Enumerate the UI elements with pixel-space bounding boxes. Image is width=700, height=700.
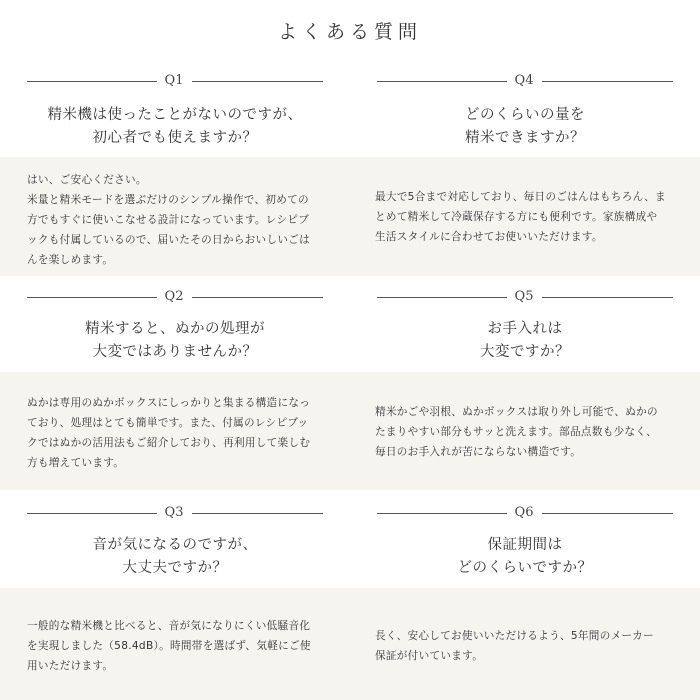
rule-right (192, 81, 323, 82)
question-line: 精米できますか？ (465, 130, 585, 146)
answer-line: 方も増えています。 (27, 457, 125, 469)
rule-right (542, 513, 673, 514)
rule-left (377, 297, 507, 298)
answer-line: はい、ご安心ください。 (27, 174, 147, 186)
question-line: 精米機は使ったことがないのですが、 (47, 107, 303, 123)
question-text (350, 534, 700, 580)
answer-text (27, 616, 347, 676)
question-text (0, 534, 350, 580)
question-line: どのくらいの量を (465, 107, 585, 123)
answer-line: 方でもすぐに使いこなせる設計になっています。レシピブ (27, 214, 310, 226)
question-line: 音が気になるのですが、 (92, 537, 258, 553)
question-line: お手入れは (487, 321, 563, 337)
question-text (0, 104, 350, 150)
question-text (350, 318, 700, 364)
rule-left (27, 81, 157, 82)
question-number: Q2 (164, 289, 184, 304)
question-text (350, 104, 700, 150)
answer-line: たまりやすい部分もサッと洗えます。部品点数も少なく、 (375, 426, 657, 438)
question-number: Q4 (514, 73, 534, 88)
question-header (0, 71, 350, 91)
rule-left (27, 513, 157, 514)
answer-line: とめて精米して冷蔵保存する方にも便利です。家族構成や (375, 211, 658, 223)
question-line: 精米すると、ぬかの処理が (85, 321, 265, 337)
answer-line: 毎日のお手入れが苦にならない構造です。 (375, 446, 582, 458)
question-number: Q1 (164, 73, 184, 88)
answer-line: 長く、安心してお使いいただけるよう、5年間のメーカー (375, 630, 654, 642)
answer-text (375, 626, 697, 666)
answer-line: 一般的な精米機と比べると、音が気になりにくい低騒音化 (27, 620, 311, 632)
answer-line: ぬかは専用のぬかボックスにしっかりと集まる構造になっ (27, 397, 311, 409)
question-header (350, 287, 700, 307)
question-line: 保証期間は (487, 537, 563, 553)
question-header (350, 71, 700, 91)
answer-line: ックも付属しているので、届いたその日からおいしいごは (27, 234, 311, 246)
rule-right (542, 297, 673, 298)
question-number: Q3 (164, 505, 184, 520)
rule-right (542, 81, 673, 82)
question-number: Q6 (514, 505, 534, 520)
question-line: どのくらいですか？ (457, 560, 593, 576)
answer-line: 最大で5合まで対応しており、毎日のごはんはもちろん、ま (375, 191, 666, 203)
question-line: 大丈夫ですか？ (122, 560, 228, 576)
answer-line: クではぬかの活用法もご紹介しており、再利用して楽しむ (27, 437, 311, 449)
question-line: 大変ですか？ (480, 344, 570, 360)
answer-text (375, 402, 697, 462)
answer-line: ており、処理はとても簡単です。また、付属のレシピブッ (27, 417, 309, 429)
answer-text (27, 170, 347, 270)
rule-left (27, 297, 157, 298)
answer-text (375, 187, 697, 247)
question-number: Q5 (514, 289, 534, 304)
question-header (0, 287, 350, 307)
answer-line: 保証が付いています。 (375, 650, 484, 662)
question-text (0, 318, 350, 364)
rule-right (192, 513, 323, 514)
rule-right (192, 297, 323, 298)
rule-left (377, 513, 507, 514)
question-header (0, 503, 350, 523)
answer-line: 精米かごや羽根、ぬかボックスは取り外し可能で、ぬかの (375, 406, 658, 418)
page-title: よくある質問 (277, 21, 422, 43)
answer-text (27, 393, 347, 473)
question-line: 初心者でも使えますか？ (92, 130, 258, 146)
rule-left (377, 81, 507, 82)
answer-line: んを楽しめます。 (27, 254, 114, 266)
answer-line: を実現しました（58.4dB）。時間帯を選ばず、気軽にご使 (27, 640, 311, 652)
answer-line: 生活スタイルに合わせてお使いいただけます。 (375, 231, 603, 243)
question-header (350, 503, 700, 523)
question-line: 大変ではありませんか？ (92, 344, 258, 360)
answer-line: 用いただけます。 (27, 660, 114, 672)
answer-line: 米量と精米モードを選ぶだけのシンプル操作で、初めての (27, 194, 309, 206)
